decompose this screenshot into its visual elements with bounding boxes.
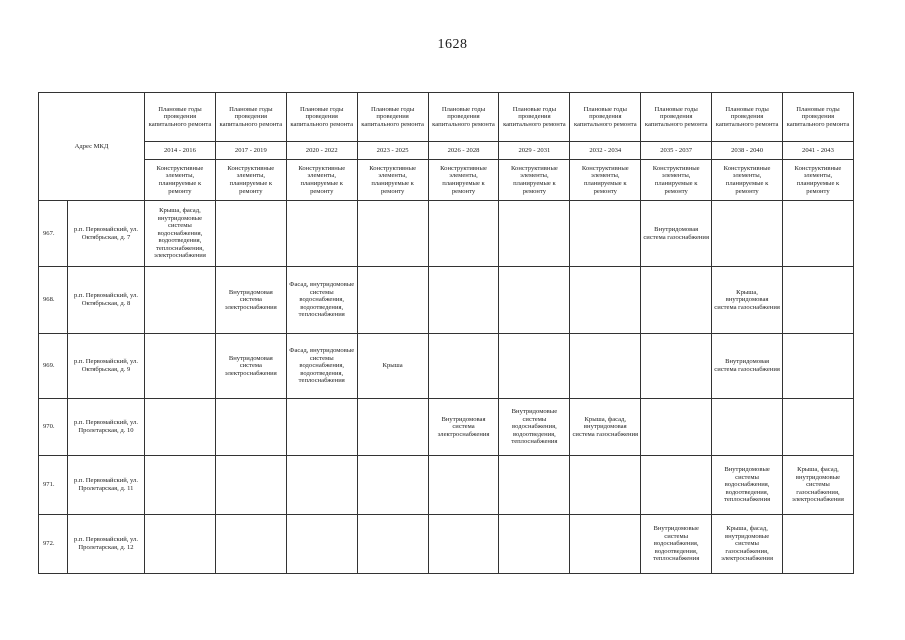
repair-elements-cell: [428, 456, 499, 515]
elements-header: Конструктивные элементы, планируемые к ремонту: [712, 160, 783, 201]
repair-elements-cell: [570, 267, 641, 334]
elements-header: Конструктивные элементы, планируемые к ремонту: [783, 160, 854, 201]
repair-elements-cell: [428, 515, 499, 574]
row-number: 969.: [39, 334, 68, 399]
header-row-elements: [39, 160, 854, 201]
period-header: 2020 - 2022: [286, 142, 357, 160]
repair-elements-cell: [357, 399, 428, 456]
repair-elements-cell: [499, 267, 570, 334]
repair-elements-cell: Крыша, фасад, внутридомовая система газоснабжения: [570, 399, 641, 456]
repair-elements-cell: [641, 399, 712, 456]
repair-elements-cell: [641, 334, 712, 399]
repair-elements-cell: [641, 267, 712, 334]
planned-years-header: Плановые годы проведения капитального ремонта: [641, 93, 712, 142]
repair-elements-cell: [357, 515, 428, 574]
repair-elements-cell: Внутридомовая система газоснабжения: [712, 334, 783, 399]
repair-elements-cell: Внутридомовая система электроснабжения: [215, 267, 286, 334]
repair-elements-cell: [499, 334, 570, 399]
table-row: [39, 334, 854, 399]
period-header: 2017 - 2019: [215, 142, 286, 160]
elements-header: Конструктивные элементы, планируемые к ремонту: [499, 160, 570, 201]
repair-elements-cell: Внутридомовая система газоснабжения: [641, 201, 712, 267]
repair-elements-cell: [215, 456, 286, 515]
repair-elements-cell: [428, 201, 499, 267]
planned-years-header: Плановые годы проведения капитального ремонта: [428, 93, 499, 142]
repair-elements-cell: [783, 515, 854, 574]
repair-elements-cell: [145, 399, 216, 456]
repair-elements-cell: [712, 201, 783, 267]
repair-elements-cell: Крыша, внутридомовая система газоснабжения: [712, 267, 783, 334]
repair-elements-cell: Крыша, фасад, внутридомовые системы водоснабжения, водоотведения, теплоснабжения, электроснабжения: [145, 201, 216, 267]
planned-years-header: Плановые годы проведения капитального ремонта: [570, 93, 641, 142]
repair-elements-cell: [286, 456, 357, 515]
repair-elements-cell: [570, 334, 641, 399]
repair-elements-cell: [712, 399, 783, 456]
repair-elements-cell: [215, 399, 286, 456]
repair-elements-cell: Фасад, внутридомовые системы водоснабжения, водоотведения, теплоснабжения: [286, 334, 357, 399]
repair-elements-cell: Фасад, внутридомовые системы водоснабжения, водоотведения, теплоснабжения: [286, 267, 357, 334]
period-header: 2038 - 2040: [712, 142, 783, 160]
repair-elements-cell: Крыша, фасад, внутридомовые системы газоснабжения, электроснабжения: [783, 456, 854, 515]
planned-years-header: Плановые годы проведения капитального ремонта: [145, 93, 216, 142]
repair-elements-cell: Внутридомовая система электроснабжения: [215, 334, 286, 399]
repair-elements-cell: [145, 456, 216, 515]
repair-elements-cell: [499, 456, 570, 515]
elements-header: Конструктивные элементы, планируемые к ремонту: [428, 160, 499, 201]
elements-header: Конструктивные элементы, планируемые к ремонту: [357, 160, 428, 201]
table-row: [39, 456, 854, 515]
repair-elements-cell: [428, 334, 499, 399]
table-row: [39, 399, 854, 456]
repair-elements-cell: [357, 201, 428, 267]
building-address: р.п. Первомайский, ул. Пролетарская, д. 11: [68, 456, 145, 515]
page-number: 1628: [437, 37, 468, 52]
repair-elements-cell: [428, 267, 499, 334]
repair-elements-cell: [215, 201, 286, 267]
repair-elements-cell: [783, 201, 854, 267]
period-header: 2041 - 2043: [783, 142, 854, 160]
elements-header: Конструктивные элементы, планируемые к ремонту: [570, 160, 641, 201]
repair-elements-cell: Внутридомовая система электроснабжения: [428, 399, 499, 456]
address-header: Адрес МКД: [39, 93, 145, 201]
repair-elements-cell: Внутридомовые системы водоснабжения, водоотведения, теплоснабжения: [712, 456, 783, 515]
period-header: 2014 - 2016: [145, 142, 216, 160]
repair-elements-cell: [783, 334, 854, 399]
repair-elements-cell: [570, 201, 641, 267]
period-header: 2029 - 2031: [499, 142, 570, 160]
repair-elements-cell: [499, 515, 570, 574]
repair-elements-cell: Внутридомовые системы водоснабжения, водоотведения, теплоснабжения: [641, 515, 712, 574]
repair-elements-cell: [499, 201, 570, 267]
repair-elements-cell: [215, 515, 286, 574]
repair-elements-cell: [783, 399, 854, 456]
repair-elements-cell: [357, 456, 428, 515]
period-header: 2026 - 2028: [428, 142, 499, 160]
planned-years-header: Плановые годы проведения капитального ремонта: [783, 93, 854, 142]
table-row: [39, 515, 854, 574]
planned-years-header: Плановые годы проведения капитального ремонта: [357, 93, 428, 142]
building-address: р.п. Первомайский, ул. Октябрьская, д. 8: [68, 267, 145, 334]
period-header: 2032 - 2034: [570, 142, 641, 160]
row-number: 967.: [39, 201, 68, 267]
repair-elements-cell: Крыша: [357, 334, 428, 399]
period-header: 2035 - 2037: [641, 142, 712, 160]
planned-years-header: Плановые годы проведения капитального ремонта: [215, 93, 286, 142]
elements-header: Конструктивные элементы, планируемые к ремонту: [286, 160, 357, 201]
planned-years-header: Плановые годы проведения капитального ремонта: [286, 93, 357, 142]
repair-elements-cell: [145, 267, 216, 334]
repair-elements-cell: [570, 456, 641, 515]
period-header: 2023 - 2025: [357, 142, 428, 160]
repair-elements-cell: [145, 515, 216, 574]
elements-header: Конструктивные элементы, планируемые к ремонту: [145, 160, 216, 201]
repair-elements-cell: [286, 515, 357, 574]
repair-elements-cell: Крыша, фасад, внутридомовые системы газоснабжения, электроснабжения: [712, 515, 783, 574]
repair-elements-cell: [641, 456, 712, 515]
row-number: 968.: [39, 267, 68, 334]
building-address: р.п. Первомайский, ул. Пролетарская, д. 10: [68, 399, 145, 456]
repair-elements-cell: Внутридомовые системы водоснабжения, водоотведения, теплоснабжения: [499, 399, 570, 456]
repair-elements-cell: [357, 267, 428, 334]
header-row-periods: [39, 142, 854, 160]
header-row-planned-years: [39, 93, 854, 142]
table-row: [39, 267, 854, 334]
row-number: 971.: [39, 456, 68, 515]
elements-header: Конструктивные элементы, планируемые к ремонту: [215, 160, 286, 201]
repair-elements-cell: [145, 334, 216, 399]
building-address: р.п. Первомайский, ул. Октябрьская, д. 9: [68, 334, 145, 399]
table-row: [39, 201, 854, 267]
repair-elements-cell: [783, 267, 854, 334]
row-number: 970.: [39, 399, 68, 456]
repair-elements-cell: [570, 515, 641, 574]
row-number: 972.: [39, 515, 68, 574]
building-address: р.п. Первомайский, ул. Октябрьская, д. 7: [68, 201, 145, 267]
planned-years-header: Плановые годы проведения капитального ремонта: [499, 93, 570, 142]
capital-repair-table: [38, 92, 854, 574]
planned-years-header: Плановые годы проведения капитального ремонта: [712, 93, 783, 142]
building-address: р.п. Первомайский, ул. Пролетарская, д. 12: [68, 515, 145, 574]
elements-header: Конструктивные элементы, планируемые к ремонту: [641, 160, 712, 201]
repair-elements-cell: [286, 399, 357, 456]
repair-elements-cell: [286, 201, 357, 267]
